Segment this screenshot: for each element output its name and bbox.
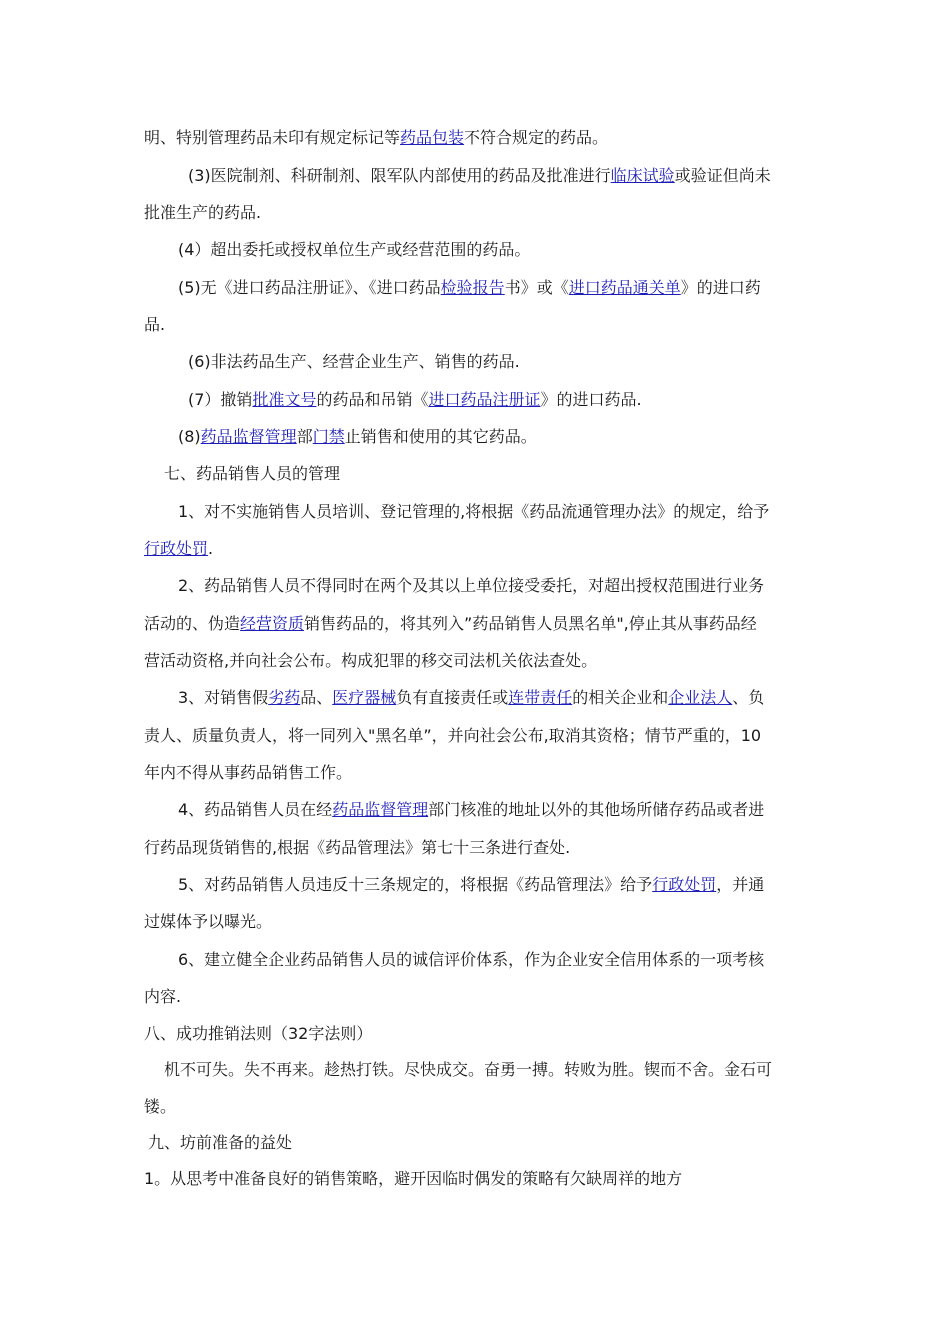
text-segment: 4、药品销售人员在经 [178,800,333,819]
text-segment: 九、坊前准备的益处 [148,1133,293,1152]
text-line [144,987,814,1007]
text-segment: 八、成功推销法则（32字法则） [144,1024,373,1043]
text-segment: 1、对不实施销售人员培训、登记管理的,将根据《药品流通管理办法》的规定，给予 [178,502,770,521]
text-segment: (8) [178,427,201,446]
text-line [144,763,814,783]
text-segment: 不符合规定的药品。 [464,128,609,147]
hyperlink[interactable]: 药品监督管理 [200,427,297,446]
text-line [144,912,814,932]
text-segment: 行药品现货销售的,根据《药品管理法》第七十三条进行查处. [144,838,571,857]
text-line [188,390,858,410]
text-segment: ，并通 [716,875,765,894]
hyperlink[interactable]: 批准文号 [252,390,317,409]
text-segment: 或验证但尚未 [674,166,771,185]
text-segment: 》的进口药 [680,278,761,297]
hyperlink[interactable]: 进口药品注册证 [428,390,541,409]
text-line [188,352,858,372]
hyperlink[interactable]: 检验报告 [440,278,505,297]
text-line [144,539,814,559]
text-line [144,614,814,634]
text-segment: 镂。 [144,1097,177,1116]
text-segment: 活动的、伪造 [144,614,241,633]
text-segment: (5)无《进口药品注册证》、《进口药品 [178,278,441,297]
text-segment: 书》或《 [504,278,569,297]
text-segment: 部 [296,427,313,446]
text-segment: 年内不得从事药品销售工作。 [144,763,353,782]
hyperlink[interactable]: 门禁 [312,427,345,446]
text-line [144,128,814,148]
text-line [178,800,848,820]
hyperlink[interactable]: 临床试验 [610,166,675,185]
text-segment: 七、药品销售人员的管理 [164,464,341,483]
text-line [144,315,814,335]
text-segment: 营活动资格,并向社会公布。构成犯罪的移交司法机关依法查处。 [144,651,598,670]
text-segment: 负有直接责任或 [396,688,509,707]
text-line [178,688,848,708]
text-line [144,1024,814,1044]
text-segment: 2、药品销售人员不得同时在两个及其以上单位接受委托，对超出授权范围进行业务 [178,576,765,595]
text-line [144,1097,814,1117]
text-segment: (4）超出委托或授权单位生产或经营范围的药品。 [178,240,531,259]
text-line [178,240,848,260]
text-segment: 内容. [144,987,182,1006]
hyperlink[interactable]: 医疗器械 [332,688,397,707]
text-segment: 5、对药品销售人员违反十三条规定的，将根据《药品管理法》给予 [178,875,653,894]
text-line [178,576,848,596]
text-segment: 》的进口药品. [540,390,642,409]
text-line [144,203,814,223]
hyperlink[interactable]: 行政处罚 [652,875,717,894]
text-segment: 销售药品的，将其列入”药品销售人员黑名单",停止其从事药品经 [304,614,757,633]
text-segment: 止销售和使用的其它药品。 [344,427,537,446]
text-segment: . [208,539,214,558]
text-line [144,726,814,746]
text-line [178,427,848,447]
hyperlink[interactable]: 行政处罚 [144,539,209,558]
hyperlink[interactable]: 劣药 [268,688,301,707]
text-line [144,1169,814,1189]
text-line [144,651,814,671]
text-segment: 过媒体予以曝光。 [144,912,273,931]
text-segment: 3、对销售假 [178,688,269,707]
hyperlink[interactable]: 药品监督管理 [332,800,429,819]
text-line [178,875,848,895]
text-segment: (7）撤销 [188,390,253,409]
text-segment: (3)医院制剂、科研制剂、限军队内部使用的药品及批准进行 [188,166,611,185]
text-segment: 、负 [732,688,765,707]
text-segment: 6、建立健全企业药品销售人员的诚信评价体系，作为企业安全信用体系的一项考核 [178,950,765,969]
text-segment: 的相关企业和 [572,688,669,707]
text-segment: 1。从思考中准备良好的销售策略，避开因临时偶发的策略有欠缺周祥的地方 [144,1169,683,1188]
hyperlink[interactable]: 进口药品通关单 [568,278,681,297]
hyperlink[interactable]: 企业法人 [668,688,733,707]
text-segment: 部门核准的地址以外的其他场所储存药品或者进 [428,800,765,819]
hyperlink[interactable]: 经营资质 [240,614,305,633]
text-segment: 的药品和吊销《 [316,390,429,409]
text-line [188,166,858,186]
hyperlink[interactable]: 药品包装 [400,128,465,147]
hyperlink[interactable]: 连带责任 [508,688,573,707]
text-line [164,464,834,484]
text-segment: 品、 [300,688,333,707]
text-line [144,838,814,858]
text-line [178,502,848,522]
text-line [178,950,848,970]
text-segment: 机不可失。失不再来。趁热打铁。尽快成交。奋勇一搏。转败为胜。锲而不舍。金石可 [164,1060,773,1079]
text-line [148,1133,818,1153]
text-segment: 明、特别管理药品未印有规定标记等 [144,128,401,147]
text-segment: 责人、质量负责人，将一同列入"黑名单”，并向社会公布,取消其资格；情节严重的，10 [144,726,762,745]
text-line [164,1060,834,1080]
text-line [178,278,848,298]
text-segment: 批准生产的药品. [144,203,262,222]
text-segment: 品. [144,315,166,334]
text-segment: (6)非法药品生产、经营企业生产、销售的药品. [188,352,520,371]
